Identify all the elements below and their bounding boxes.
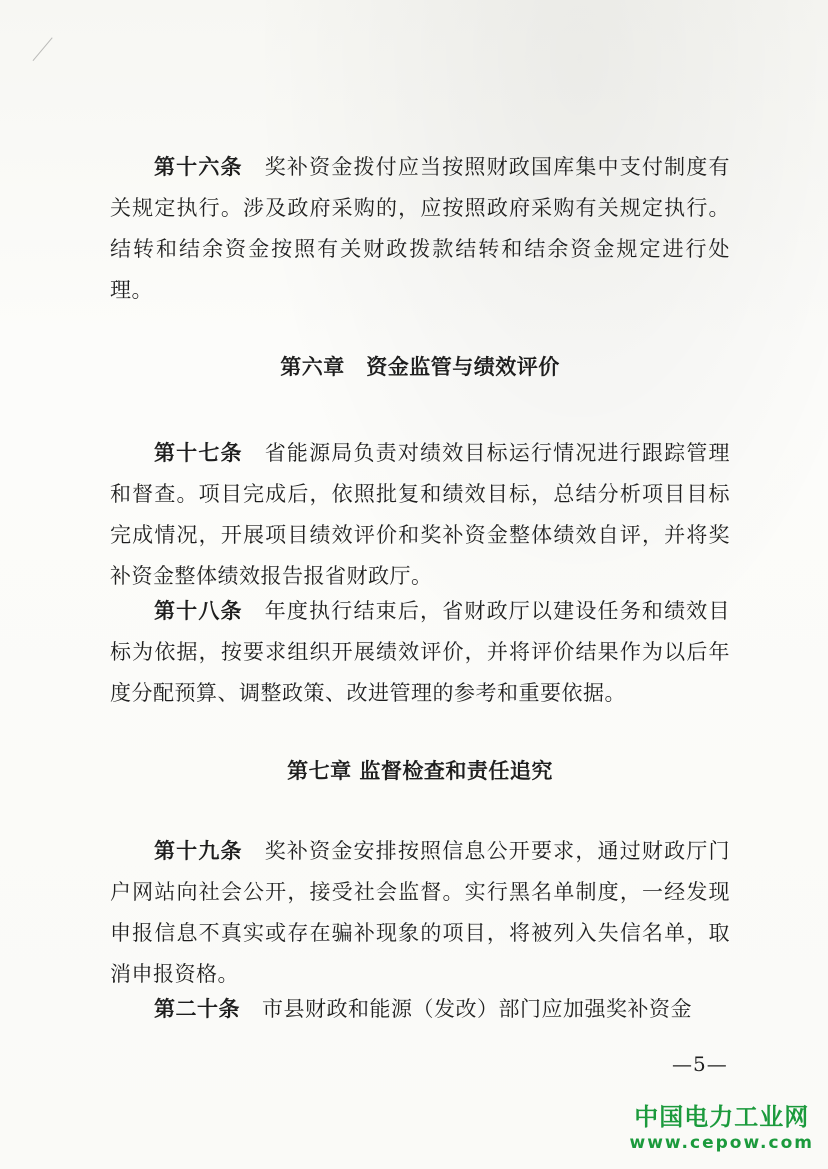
article-16-text: 奖补资金拨付应当按照财政国库集中支付制度有关规定执行。涉及政府采购的，应按照政府采购有关规定执行。结转和结余资金按照有关财政拨款结转和结余资金规定进行处理。 bbox=[110, 155, 730, 302]
article-20-text: 市县财政和能源（发改）部门应加强奖补资金 bbox=[262, 997, 692, 1021]
article-20-number: 第二十条 bbox=[154, 996, 240, 1021]
article-17-text: 省能源局负责对绩效目标运行情况进行跟踪管理和督查。项目完成后，依照批复和绩效目标，总结分析项目目标完成情况，开展项目绩效评价和奖补资金整体绩效自评，并将奖补资金整体绩效报告报省财政厅。 bbox=[110, 441, 730, 588]
article-16 bbox=[110, 146, 730, 311]
watermark-url: www.cepow.com bbox=[629, 1133, 814, 1153]
article-18-text: 年度执行结束后，省财政厅以建设任务和绩效目标为依据，按要求组织开展绩效评价，并将评价结果作为以后年度分配预算、调整政策、改进管理的参考和重要依据。 bbox=[110, 599, 730, 705]
article-20 bbox=[110, 988, 730, 1030]
chapter-6-title: 第六章 资金监管与绩效评价 bbox=[280, 354, 560, 379]
article-19 bbox=[110, 830, 730, 995]
chapter-7-title: 第七章 监督检查和责任追究 bbox=[287, 758, 553, 783]
article-16-number: 第十六条 bbox=[154, 154, 243, 179]
site-watermark bbox=[630, 1102, 815, 1154]
article-17-number: 第十七条 bbox=[154, 440, 243, 465]
article-19-number: 第十九条 bbox=[154, 838, 243, 863]
watermark-name: 中国电力工业网 bbox=[634, 1103, 810, 1131]
page-number: —5— bbox=[672, 1052, 728, 1076]
article-18 bbox=[110, 590, 730, 714]
scan-mark bbox=[33, 37, 67, 72]
article-19-text: 奖补资金安排按照信息公开要求，通过财政厅门户网站向社会公开，接受社会监督。实行黑名单制度，一经发现申报信息不真实或存在骗补现象的项目，将被列入失信名单，取消申报资格。 bbox=[110, 839, 730, 986]
article-17 bbox=[110, 432, 730, 597]
article-18-number: 第十八条 bbox=[154, 598, 243, 623]
